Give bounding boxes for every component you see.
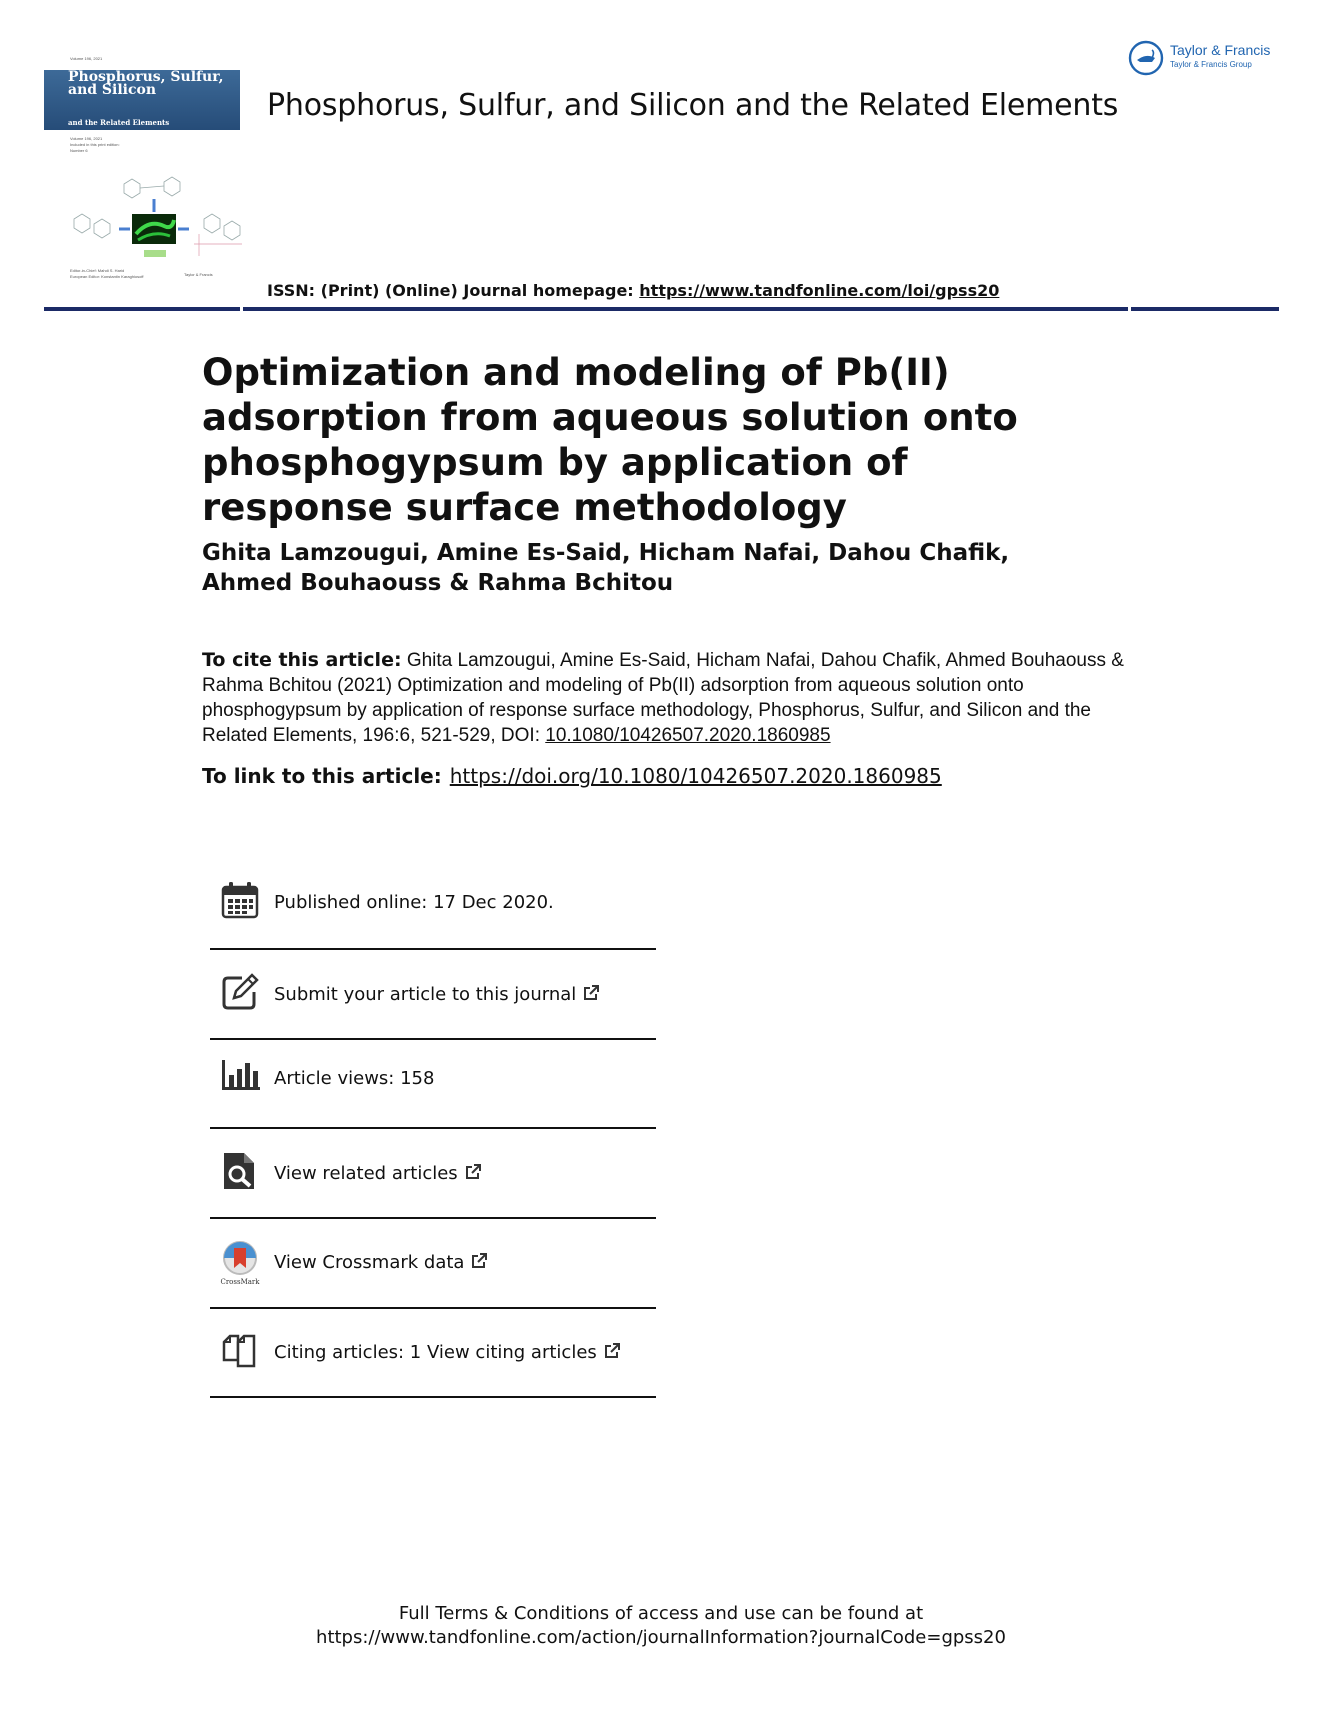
citing-articles-link[interactable] (274, 1342, 621, 1363)
external-link-icon (470, 1252, 488, 1270)
divider (210, 1127, 656, 1129)
crossmark-icon (220, 1240, 260, 1286)
issn-text: ISSN: (Print) (Online) Journal homepage: (267, 281, 640, 300)
document-search-icon (220, 1151, 260, 1191)
calendar-icon (220, 880, 260, 920)
journal-homepage-link[interactable]: https://www.tandfonline.com/loi/gpss20 (639, 281, 1000, 300)
cover-volume: Volume 196, 2021 (70, 56, 103, 61)
article-title: Optimization and modeling of Pb(II) adsorption from aqueous solution onto phosphogypsum by application of response surface methodology (202, 351, 1018, 529)
citation-block (202, 648, 1142, 748)
divider (210, 1038, 656, 1040)
divider (210, 1217, 656, 1219)
published-online-row (210, 868, 656, 928)
header-divider-gap (1128, 307, 1131, 311)
related-articles-label: View related articles (274, 1163, 458, 1184)
related-articles-row[interactable] (210, 1139, 656, 1199)
divider (210, 1307, 656, 1309)
cover-editor-1: Editor-in-Chief: Mahdi S. Harid (70, 268, 125, 273)
citing-articles-row[interactable] (210, 1318, 656, 1378)
footer-terms (0, 1602, 1322, 1650)
crossmark-row[interactable] (210, 1228, 656, 1288)
logo-name: Taylor & Francis (1170, 42, 1271, 58)
cover-title: Phosphorus, Sulfur, and Silicon (68, 69, 224, 98)
crossmark-label: CrossMark (220, 1278, 260, 1286)
journal-cover-image (44, 54, 240, 304)
cover-molecule-illustration (64, 164, 244, 304)
cover-issue-3: Number 6 (70, 148, 88, 153)
citation-lead: To cite this article: (202, 649, 402, 671)
taylor-francis-lamp-icon (1128, 40, 1164, 76)
submit-article-link[interactable] (274, 984, 600, 1005)
citation-doi-link[interactable]: 10.1080/10426507.2020.1860985 (545, 725, 831, 746)
cover-subtitle: and the Related Elements (68, 118, 170, 127)
divider (210, 948, 656, 950)
journal-title: Phosphorus, Sulfur, and Silicon and the Related Elements (267, 88, 1119, 123)
divider (210, 1396, 656, 1398)
issn-line (267, 281, 999, 300)
article-doi-link[interactable]: https://doi.org/10.1080/10426507.2020.1860985 (449, 764, 942, 788)
related-articles-link[interactable] (274, 1163, 482, 1184)
crossmark-link[interactable] (274, 1252, 488, 1273)
header-divider-gap (240, 307, 243, 311)
logo-group: Taylor & Francis Group (1170, 60, 1252, 69)
external-link-icon (464, 1163, 482, 1181)
header-divider (44, 307, 1279, 311)
article-link-row (202, 764, 942, 788)
article-authors: Ghita Lamzougui, Amine Es-Said, Hicham Nafai, Dahou Chafik, Ahmed Bouhaouss & Rahma Bchitou (202, 540, 1010, 596)
article-views-text: Article views: 158 (274, 1068, 435, 1089)
copy-documents-icon (220, 1330, 260, 1370)
cover-issue-2: Included in this print edition: (70, 142, 120, 147)
citing-articles-label: Citing articles: 1 View citing articles (274, 1342, 597, 1363)
cover-editor-2: European Editor: Konstantin Karaghiosoff (70, 274, 144, 279)
crossmark-text: View Crossmark data (274, 1252, 465, 1273)
submit-article-label: Submit your article to this journal (274, 984, 577, 1005)
footer-line-1: Full Terms & Conditions of access and use can be found at (398, 1603, 924, 1624)
bar-chart-icon (220, 1056, 260, 1096)
edit-icon (220, 972, 260, 1012)
cover-publisher: Taylor & Francis (184, 272, 213, 277)
link-lead: To link to this article: (202, 764, 442, 788)
article-views-row (210, 1044, 656, 1104)
citation-text: Ghita Lamzougui, Amine Es-Said, Hicham Nafai, Dahou Chafik, Ahmed Bouhaouss & Rahma Bchitou (2021) Optimization and modeling of Pb(II) adsorption from aqueous solution onto phosphogypsum by application of response surface methodology, Phosphorus, Sulfur, and Silicon and the Related Elements, 196:6, 521-529, DOI: (202, 650, 1124, 746)
published-online-text: Published online: 17 Dec 2020. (274, 892, 554, 913)
cover-issue-1: Volume 196, 2021 (70, 136, 103, 141)
external-link-icon (582, 984, 600, 1002)
footer-terms-link[interactable]: https://www.tandfonline.com/action/journalInformation?journalCode=gpss20 (316, 1627, 1006, 1648)
external-link-icon (603, 1342, 621, 1360)
submit-article-row[interactable] (210, 960, 656, 1020)
taylor-francis-logo[interactable] (1128, 40, 1298, 78)
